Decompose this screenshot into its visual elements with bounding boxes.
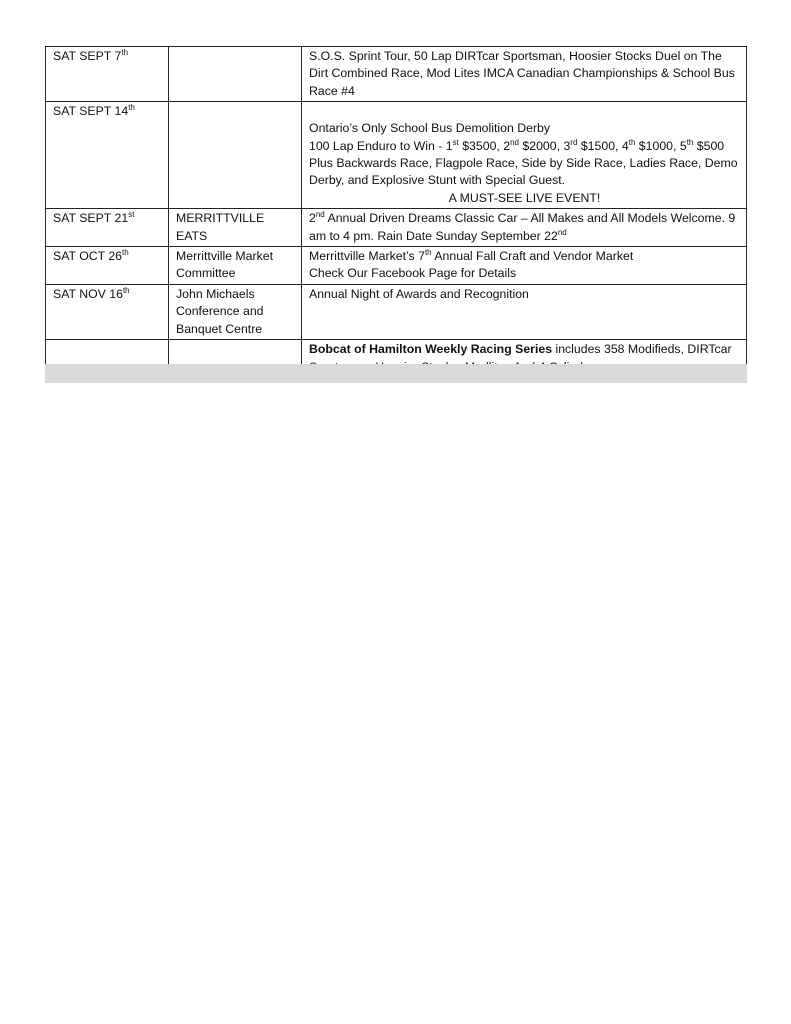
footer-shading-bar	[45, 364, 747, 383]
date-cell: SAT NOV 16th	[46, 284, 169, 339]
series-name: Bobcat of Hamilton Weekly Racing Series	[309, 342, 553, 357]
date-cell: SAT OCT 26th	[46, 247, 169, 285]
description-cell: Merrittville Market’s 7th Annual Fall Craft and Vendor Market Check Our Facebook Page for Details	[302, 247, 747, 285]
date-cell: SAT SEPT 14th	[46, 102, 169, 209]
host-cell: MERRITTVILLE EATS	[169, 209, 302, 247]
table-row	[46, 102, 747, 209]
host-cell: Merrittville Market Committee	[169, 247, 302, 285]
description-cell: Bobcat of Hamilton Weekly Racing Series includes 358 Modifieds, DIRTcar	[302, 340, 747, 378]
events-table	[45, 46, 747, 378]
derby-title: Ontario’s Only School Bus Demolition Derby	[309, 121, 551, 136]
date-cell: SAT SEPT 21st	[46, 209, 169, 247]
table-row	[46, 47, 747, 102]
table-row	[46, 284, 747, 339]
table-row	[46, 209, 747, 247]
host-cell: John Michaels Conference and Banquet Centre	[169, 284, 302, 339]
description-cell: S.O.S. Sprint Tour, 50 Lap DIRTcar Sportsman, Hoosier Stocks Duel on The Dirt Combined Race, Mod Lites IMCA Canadian Championships & School Bus Race #4	[302, 47, 747, 102]
host-cell	[169, 47, 302, 102]
description-cell: Ontario’s Only School Bus Demolition Derby 100 Lap Enduro to Win - 1st $3500, 2nd $2000, 3rd $1500, 4th $1000, 5th $500 Plus Backwards Race, Flagpole Race, Side by Side Race, Ladies Race, Demo Derby, and Explosive Stunt with Special Guest. A MUST-SEE LIVE EVENT!	[302, 102, 747, 209]
description-cell: Annual Night of Awards and Recognition	[302, 284, 747, 339]
date-cell: SAT SEPT 7th	[46, 47, 169, 102]
table-row	[46, 247, 747, 285]
must-see-tagline: A MUST-SEE LIVE EVENT!	[448, 190, 601, 205]
description-cell: 2nd Annual Driven Dreams Classic Car – All Makes and All Models Welcome. 9 am to 4 pm. Rain Date Sunday September 22nd	[302, 209, 747, 247]
host-cell	[169, 102, 302, 209]
